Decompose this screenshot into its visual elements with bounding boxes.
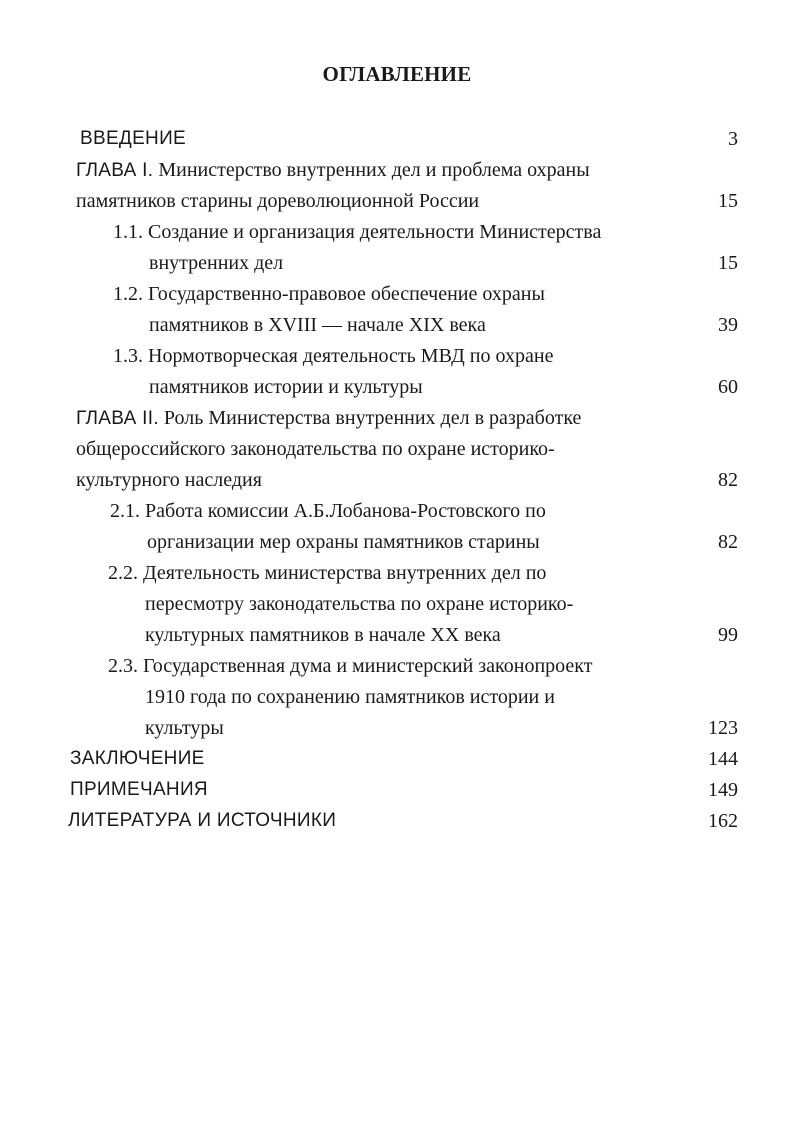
section-1-1-title-line-2: внутренних дел — [149, 252, 284, 274]
section-2-2-number: 2.2. — [108, 562, 138, 584]
section-1-3-number: 1.3. — [113, 345, 143, 367]
page-number-conclusion: 144 — [708, 748, 738, 770]
chapter-1-title-line-1: Министерство внутренних дел и проблема охраны — [158, 159, 590, 181]
section-1-3-title-line-2: памятников истории и культуры — [149, 376, 423, 398]
section-1-2-title-line-2: памятников в XVIII — начале XIX века — [149, 314, 486, 336]
toc-entry-notes: ПРИМЕЧАНИЯ — [70, 779, 208, 800]
page-number-section-1-2: 39 — [718, 314, 738, 336]
toc-entry-intro: ВВЕДЕНИЕ — [80, 128, 187, 149]
toc-entry-chapter-2 — [76, 403, 581, 433]
page-title: ОГЛАВЛЕНИЕ — [322, 62, 472, 86]
page-number-notes: 149 — [708, 779, 738, 801]
toc-entry-conclusion: ЗАКЛЮЧЕНИЕ — [70, 748, 205, 769]
chapter-1-title-line-2: памятников старины дореволюционной России — [76, 190, 480, 212]
toc-entry-section-1-2 — [113, 279, 545, 309]
page-number-intro: 3 — [728, 128, 738, 150]
page-number-section-2-1: 82 — [718, 531, 738, 553]
section-2-1-title-line-2: организации мер охраны памятников старины — [147, 531, 540, 553]
section-2-3-title-line-1: Государственная дума и министерский законопроект — [143, 655, 593, 677]
chapter-2-title-line-1: Роль Министерства внутренних дел в разработке — [163, 407, 582, 429]
toc-entry-section-2-3 — [108, 651, 592, 681]
toc-entry-section-2-2 — [108, 558, 546, 588]
toc-entry-section-1-3 — [113, 341, 553, 371]
page-number-section-2-2: 99 — [718, 624, 738, 646]
section-2-3-title-line-2: 1910 года по сохранению памятников истории и — [145, 686, 555, 708]
section-1-2-number: 1.2. — [113, 283, 143, 305]
page-number-chapter-1: 15 — [718, 190, 738, 212]
section-1-1-number: 1.1. — [113, 221, 143, 243]
section-2-3-number: 2.3. — [108, 655, 138, 677]
page-number-section-1-1: 15 — [718, 252, 738, 274]
section-2-2-title-line-2: пересмотру законодательства по охране историко- — [145, 593, 574, 615]
chapter-2-title-line-3: культурного наследия — [76, 469, 262, 491]
chapter-2-label: ГЛАВА II. — [76, 408, 159, 429]
section-2-1-title-line-1: Работа комиссии А.Б.Лобанова-Ростовского по — [145, 500, 546, 522]
page-number-sources: 162 — [708, 810, 738, 832]
chapter-1-label: ГЛАВА I. — [76, 160, 154, 181]
section-2-2-title-line-3: культурных памятников в начале XX века — [145, 624, 501, 646]
section-1-3-title-line-1: Нормотворческая деятельность МВД по охране — [148, 345, 554, 367]
chapter-2-title-line-2: общероссийского законодательства по охране историко- — [76, 438, 555, 460]
section-2-1-number: 2.1. — [110, 500, 140, 522]
toc-entry-section-1-1 — [113, 217, 601, 247]
section-1-1-title-line-1: Создание и организация деятельности Министерства — [148, 221, 602, 243]
page-number-section-2-3: 123 — [708, 717, 738, 739]
toc-entry-sources: ЛИТЕРАТУРА И ИСТОЧНИКИ — [68, 810, 337, 831]
section-2-2-title-line-1: Деятельность министерства внутренних дел по — [143, 562, 547, 584]
page-number-chapter-2: 82 — [718, 469, 738, 491]
section-2-3-title-line-3: культуры — [145, 717, 224, 739]
page-number-section-1-3: 60 — [718, 376, 738, 398]
toc-entry-section-2-1 — [110, 496, 546, 526]
toc-entry-chapter-1 — [76, 155, 590, 185]
section-1-2-title-line-1: Государственно-правовое обеспечение охраны — [148, 283, 545, 305]
